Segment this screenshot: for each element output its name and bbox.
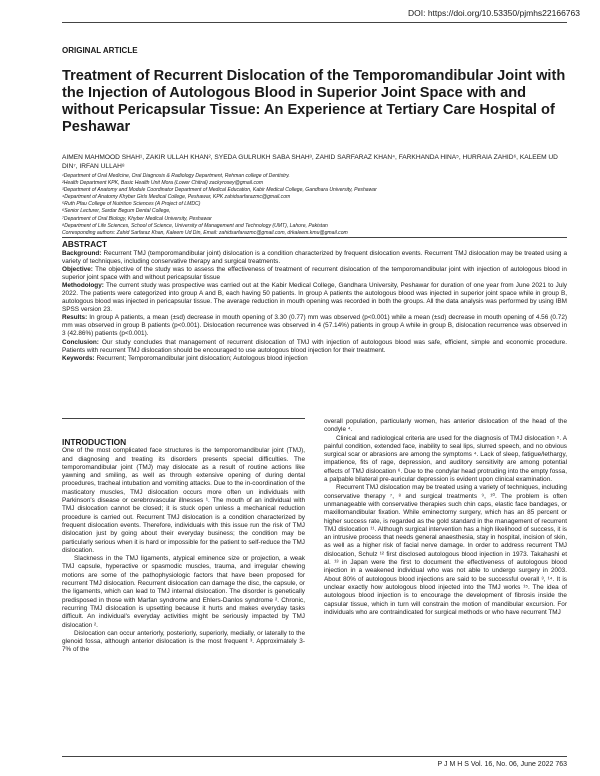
journal-footer: P J M H S Vol. 16, No. 06, June 2022 763: [437, 761, 567, 768]
affiliations: [62, 173, 567, 237]
abstract-methodology: Methodology: The current study was prospective was carried out at the Kabir Medical College, Gandhara University, Peshawar for duration of one year from June 2021 to July 2022. The patients were categorized into group A and B, each having 50 patients. In group A patients the autologous blood was injected in superior joint space while in group B, autologous blood was injected in pericapsular tissue. The average reduction in mouth opening was recorded in both the groups. All the data analysis was performed by using IBM SPSS version 23.: [62, 282, 567, 314]
paper-title: Treatment of Recurrent Dislocation of the Temporomandibular Joint with the Injection of Autologous Blood in Superior Joint Space with and without Pericapsular Tissue: An Experience at Tertiary Care Hospital of Peshawar: [62, 68, 566, 135]
footer-rule: [62, 756, 567, 757]
affiliation-line: ⁶Senior Lecturer, Sardar Begum Dental College,: [62, 208, 171, 215]
author-list: AIMEN MAHMOOD SHAH¹, ZAKIR ULLAH KHAN², SYEDA GULRUKH SABA SHAH³, ZAHID SARFARAZ KHAN⁴, FARKHANDA HINA⁵, HURRAIA ZAHID⁶, KALEEM UD DIN⁷, IRFAN ULLAH⁸: [62, 154, 558, 170]
affiliation-line: ⁵Ruth Pfau College of Nutrition Sciences (A Project of LMDC): [62, 201, 201, 208]
header-rule: [62, 22, 567, 23]
abstract: [62, 240, 567, 363]
doi-line: DOI: https://doi.org/10.53350/pjmhs22166763: [407, 8, 580, 18]
abstract-objective: Objective: The objective of the study was to assess the effectiveness of treatment of recurrent dislocation of the temporomandibular joint with injection of autologous blood in superior joint space with and without pericapsular tissue: [62, 266, 567, 282]
introduction-heading: INTRODUCTION: [62, 437, 127, 447]
abstract-rule-top: [62, 237, 567, 238]
corresponding-authors: Corresponding authors: Zahid Sarfaraz Khan, Kaleem Ud Din, Email: zahidsarfarazmc@gmail.com, drkaleem.kmu@gmail.com: [62, 229, 348, 236]
body-paragraph: Clinical and radiological criteria are used for the diagnosis of TMJ dislocation ⁵. A painful condition, extended face, inability to seal lips, slurred speech, and no obvious surgical scar or abrasions are among the symptoms ⁴. Lack of sleep, fatigue/lethargy, impatience, fits of rage, depression, and auditory sensitivity are among potential effects of TMJ dislocation ⁶. Due to the condylar head protruding into the empty fossa, a palpable bilateral pre-auricular depression is evident upon clinical examination.: [324, 434, 567, 484]
abstract-rule-bottom: [62, 418, 305, 419]
body-paragraph: Dislocation can occur anteriorly, posteriorly, superiorly, medially, or laterally to the glenoid fossa, although anterior dislocation is the most frequent ³. Approximately 3-7% of the: [62, 629, 305, 654]
abstract-heading: ABSTRACT: [62, 240, 108, 249]
body-paragraph: overall population, particularly women, has anterior dislocation of the head of the condyle ⁴.: [324, 418, 567, 434]
article-type: ORIGINAL ARTICLE: [62, 46, 138, 55]
affiliation-line: ⁸Department of Life Sciences, School of Science, University of Management and Technology (UMT), Lahore, Pakistan: [62, 222, 328, 229]
affiliation-line: ¹Department of Oral Medicine, Oral Diagnosis & Radiology Department, Rehman college of Dentistry.: [62, 173, 290, 179]
abstract-conclusion: Conclusion: Our study concludes that management of recurrent dislocation of TMJ with injection of autologous blood was safe, efficient, simple and economic procedure. Patients with recurrent TMJ dislocation should be encouraged to use autologous blood injection for their treatment.: [62, 338, 568, 354]
affiliation-line: ²Health Department KPK, Basic Health Unit Mora (Lower Chitral) zackyrosey@gmail.com: [62, 180, 264, 187]
abstract-keywords: Keywords: Recurrent; Temporomandibular joint dislocation; Autologous blood injection: [62, 354, 308, 362]
body-paragraph: One of the most complicated face structures is the temporomandibular joint (TMJ), and diagnosing and treating its disorders presents special difficulties. The temporomandibular joint (TMJ) may dislocate as a result of routine actions like yawning and smiling, as well as through extensive opening of during dental procedures, tracheal intubation and vomiting attacks. Due to the in-coordination of the masticatory muscles, TMJ dislocation occurs more often un individuals with Parkinson's disease or cerebrovascular illnesses ¹. The mouth of an individual with TMJ dislocation cannot be closed; it is stuck open unless a mechanical reduction procedure is carried out. Recurrent TMJ dislocation is a condition characterized by frequent dislocation events. Therefore, individuals with this issue run the risk of TMJ dislocation just by going about their everyday business; the condition may be particularly serious when it is hard or impossible for the patient to self-reduce the TMJ dislocation.: [62, 447, 305, 554]
affiliation-line: ⁷Department of Oral Biology, Khyber Medical University, Peshawar: [62, 215, 212, 222]
abstract-results: Results: In group A patients, a mean (±sd) decrease in mouth opening of 3.30 (0.77) mm was observed (p<0.001) while a mean (±sd) decrease in mouth opening of 4.56 (0.72) mm was observed in group B patients (p<0.001). Dislocation recurrence was observed in 4 (57.14%) patients in group A while in group B, dislocation recurrence was observed in 3 (42.86%) patients (p<0.001).: [62, 314, 568, 338]
body-paragraph: Recurrent TMJ dislocation may be treated using a variety of techniques, including conservative therapy ⁷, ⁸ and surgical treatments ⁹, ¹⁰. The problem is often unmanageable with conservative therapies such chin caps, elastic face bandages, or maxillomandibular fixation. While eminectomy surgery, which has an 85 percent or higher success rate, is regarded as the gold standard in the management of recurrent TMJ dislocation ¹¹. Although surgical intervention has a high likelihood of success, it is an intrusive process that needs general anaesthesia, stay in hospital, incision of skin, as well as a higher risk of facial nerve damage. In order to address recurrent TMJ dislocation, Schulz ¹² first disclosed autologous blood injection in 1973. Takahashi et al. ¹³ in Japan were the first to document the effectiveness of autologous blood injection in a weakened individual who was not able to undergo surgery in 2003. About 80% of autologous blood injections are said to be successful overall ³, ¹⁴. It is unclear exactly how autologous blood injected into the TMJ works ¹⁵. The idea of autologous blood injection is to encourage the development of fibrosis inside the capsular tissue, which in turn will constrain the motion of mandibular excursion. For individuals who are contraindicated for surgical methods or who have recurrent TMJ: [324, 484, 567, 616]
body-paragraph: Slackness in the TMJ ligaments, atypical eminence size or projection, a weak TMJ capsule, hyperactive or spasmodic muscles, trauma, and irregular chewing motions are some of the pathophysiologic factors that have been proposed for recurrent TMJ dislocation. Recurrent dislocation can damage the disc, the capsule, or the ligaments, which can lead to TMJ internal dislocation. The disorder is genetically predisposed in those with Marfan syndrome and Ehlers-Danlos syndrome ². Chronic, recurring TMJ dislocation is upsetting because it hurts and makes everyday tasks difficult. An individual's everyday activities might be seriously impacted by TMJ dislocation ².: [62, 555, 305, 629]
body-column-right: [324, 418, 567, 617]
affiliation-line: ³Department of Anatomy and Module Coordinator Department of Medical Education, Kabir Medical College, Gandhara University, Peshawar: [62, 187, 377, 194]
body-column-left: [62, 438, 305, 655]
affiliation-line: ⁴Department of Anatomy Khyber Girls Medical College, Peshawar, KPK zahidsarfarazmc@gmail.com: [62, 194, 291, 201]
abstract-background: Background: Recurrent TMJ (temporomandibular joint) dislocation is a condition characterized by frequent dislocation events. Recurrent TMJ dislocation may be treated using a variety of techniques, including conservative therapy and surgical treatments.: [62, 250, 568, 266]
